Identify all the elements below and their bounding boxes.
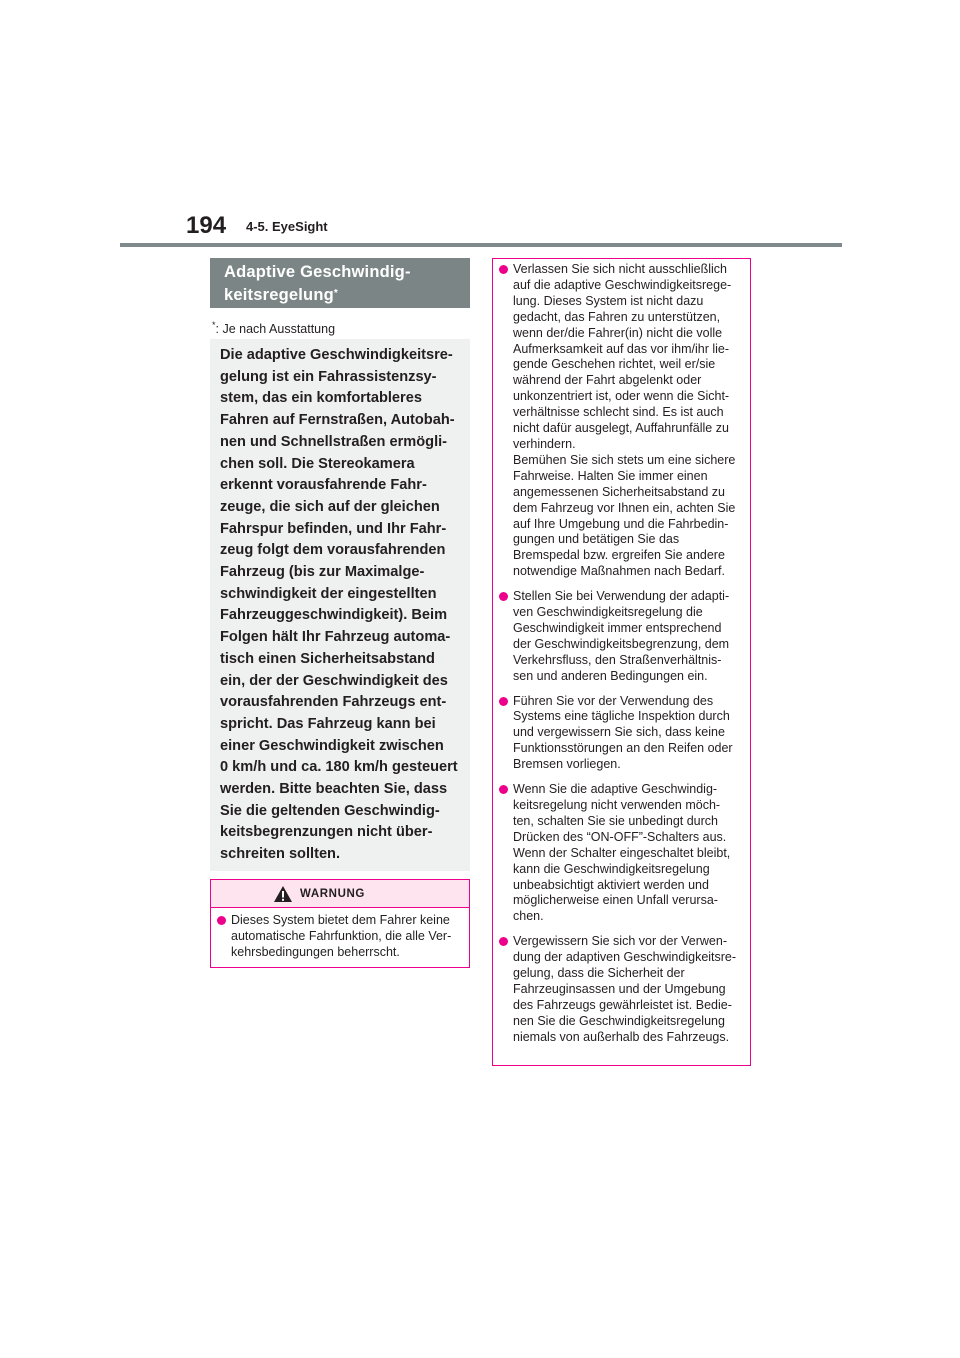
caution-bullet-line: Bremspedal bzw. ergreifen Sie andere bbox=[513, 548, 725, 563]
intro-text-line: stem, das ein komfortableres bbox=[220, 390, 422, 407]
caution-bullet-item bbox=[495, 694, 744, 774]
caution-bullet-line: gende Geschehen richtet, weil er/sie bbox=[513, 357, 716, 372]
header-rule bbox=[120, 243, 842, 247]
caution-bullet-line: kann die Geschwindigkeitsregelung bbox=[513, 861, 710, 876]
caution-bullet-line: nen Sie die Geschwindigkeitsregelung bbox=[513, 1013, 725, 1028]
caution-bullet-line: nicht dafür ausgelegt, Auffahrunfälle zu bbox=[513, 421, 729, 436]
footnote bbox=[212, 320, 335, 336]
heading-line-2: keitsregelung bbox=[224, 286, 334, 304]
intro-text-line: werden. Bitte beachten Sie, dass bbox=[220, 781, 448, 798]
intro-text-line: vorausfahrenden Fahrzeugs ent- bbox=[220, 694, 447, 711]
heading-asterisk: * bbox=[333, 288, 338, 299]
caution-bullet-line: Wenn der Schalter eingeschaltet bleibt, bbox=[513, 845, 731, 860]
caution-bullet-item bbox=[495, 782, 744, 925]
caution-bullet-line: Vergewissern Sie sich vor der Verwen- bbox=[513, 934, 727, 949]
intro-text-line: Fahrzeuggeschwindigkeit). Beim bbox=[220, 607, 448, 624]
caution-bullet-line: unkonzentriert ist, oder wenn die Sicht- bbox=[513, 389, 730, 404]
caution-bullet-line: möglicherweise einen Unfall verursa- bbox=[513, 893, 718, 908]
intro-text-line: keitsbegrenzungen nicht über- bbox=[220, 824, 433, 841]
intro-text-line: 0 km/h und ca. 180 km/h gesteuert bbox=[220, 759, 458, 776]
warning-bullet-line: automatische Fahrfunktion, die alle Ver- bbox=[231, 928, 452, 943]
warning-bullet-item bbox=[213, 913, 463, 961]
section-label: 4-5. EyeSight bbox=[246, 219, 328, 234]
warning-bullet-line: Dieses System bietet dem Fahrer keine bbox=[231, 913, 450, 927]
intro-text-line: einer Geschwindigkeit zwischen bbox=[220, 737, 444, 754]
intro-text-line: Fahrspur befinden, und Ihr Fahr- bbox=[220, 520, 447, 537]
intro-text-line: erkennt vorausfahrende Fahr- bbox=[220, 477, 427, 494]
intro-text-line: Fahren auf Fernstraßen, Autobah- bbox=[220, 412, 455, 429]
caution-bullet-line: dem Fahrzeug vor Ihnen ein, achten Sie bbox=[513, 500, 736, 515]
caution-bullet-line: wenn der/die Fahrer(in) nicht die volle bbox=[513, 325, 723, 340]
caution-bullet-line: auf die adaptive Geschwindigkeitsrege- bbox=[513, 277, 732, 292]
caution-bullet-line: des Fahrzeugs gewährleistet ist. Bedie- bbox=[513, 997, 732, 1012]
caution-bullet-line: ven Geschwindigkeitsregelung die bbox=[513, 605, 703, 620]
warning-box bbox=[210, 879, 470, 968]
page-number: 194 bbox=[186, 212, 227, 239]
intro-text-line: nen und Schnellstraßen ermögli- bbox=[220, 433, 448, 450]
intro-text-line: gelung ist ein Fahrassistenzsy- bbox=[220, 368, 437, 385]
caution-bullet-line: Bemühen Sie sich stets um eine sichere bbox=[513, 452, 736, 467]
caution-bullet-line: gedacht, das Fahren zu unterstützen, bbox=[513, 309, 721, 324]
caution-bullet-line: gelung, dass die Sicherheit der bbox=[513, 966, 685, 981]
caution-bullet-line: unbeabsichtigt aktiviert werden und bbox=[513, 877, 709, 892]
intro-text-line: Sie die geltenden Geschwindig- bbox=[220, 802, 440, 819]
intro-text bbox=[220, 345, 460, 866]
caution-bullet-line: Führen Sie vor der Verwendung des bbox=[513, 693, 714, 708]
caution-bullet-line: Aufmerksamkeit auf das vor ihm/ihr lie- bbox=[513, 341, 730, 356]
caution-bullet-line: Fahrzeuginsassen und der Umgebung bbox=[513, 981, 726, 996]
caution-bullet-line: Verlassen Sie sich nicht ausschließlich bbox=[513, 262, 727, 276]
caution-bullet-line: und vergewissern Sie sich, dass keine bbox=[513, 725, 725, 740]
caution-bullet-line: notwendige Maßnahmen nach Bedarf. bbox=[513, 564, 725, 579]
caution-bullet-line: chen. bbox=[513, 909, 544, 924]
caution-bullet-line: niemals von außerhalb des Fahrzeugs. bbox=[513, 1029, 730, 1044]
caution-bullet-item bbox=[495, 934, 744, 1045]
bullet-dot-icon bbox=[499, 785, 508, 794]
caution-bullet-line: Bremsen vorliegen. bbox=[513, 757, 621, 772]
intro-text-line: Folgen hält Ihr Fahrzeug automa- bbox=[220, 629, 451, 646]
intro-text-line: schwindigkeit der eingestellten bbox=[220, 585, 437, 602]
caution-bullet-line: Fahrweise. Halten Sie immer einen bbox=[513, 468, 708, 483]
caution-bullet-line: Funktionsstörungen an den Reifen oder bbox=[513, 741, 733, 756]
caution-list-box bbox=[492, 258, 751, 1066]
caution-bullet-line: Geschwindigkeit immer entsprechend bbox=[513, 620, 722, 635]
caution-bullet-line: Stellen Sie bei Verwendung der adapti- bbox=[513, 589, 730, 604]
warning-header bbox=[211, 880, 469, 908]
caution-bullet-line: auf Ihre Umgebung und die Fahrbedin- bbox=[513, 516, 729, 531]
heading-line-1: Adaptive Geschwindig- bbox=[224, 263, 411, 281]
caution-bullet-line: Verkehrsfluss, den Straßenverhältnis- bbox=[513, 652, 722, 667]
caution-bullet-line: verhindern. bbox=[513, 436, 576, 451]
footnote-text: : Je nach Ausstattung bbox=[215, 322, 336, 337]
section-heading bbox=[210, 258, 470, 308]
caution-bullet-line: lung. Dieses System ist nicht dazu bbox=[513, 293, 704, 308]
caution-bullet-line: sen und anderen Bedingungen ein. bbox=[513, 668, 708, 683]
intro-text-line: zeug folgt dem vorausfahrenden bbox=[220, 542, 446, 559]
bullet-dot-icon bbox=[499, 265, 508, 274]
caution-bullet-line: keitsregelung nicht verwenden möch- bbox=[513, 798, 721, 812]
footnote-marker: * bbox=[212, 320, 216, 330]
caution-bullet-line: Drücken des “ON-OFF”-Schalters aus. bbox=[513, 829, 727, 844]
warning-body bbox=[211, 908, 469, 961]
bullet-dot-icon bbox=[499, 592, 508, 601]
intro-text-line: chen soll. Die Stereokamera bbox=[220, 455, 415, 472]
caution-bullet-line: während der Fahrt abgelenkt oder bbox=[513, 373, 702, 388]
warning-bullet-line: kehrsbedingungen beherrscht. bbox=[231, 944, 400, 959]
caution-bullet-item bbox=[495, 262, 744, 580]
intro-text-line: zeuge, die sich auf der gleichen bbox=[220, 498, 440, 515]
intro-text-line: schreiten sollten. bbox=[220, 846, 341, 863]
intro-text-line: Die adaptive Geschwindigkeitsre- bbox=[220, 347, 453, 363]
bullet-dot-icon bbox=[217, 916, 226, 925]
caution-bullet-line: angemessenen Sicherheitsabstand zu bbox=[513, 484, 725, 499]
caution-bullet-line: der Geschwindigkeitsbegrenzung, dem bbox=[513, 636, 730, 651]
warning-triangle-icon bbox=[273, 885, 293, 903]
caution-bullet-line: dung der adaptiven Geschwindigkeitsre- bbox=[513, 950, 737, 965]
caution-bullet-line: gungen und betätigen Sie das bbox=[513, 532, 680, 547]
intro-text-line: Fahrzeug (bis zur Maximalge- bbox=[220, 564, 425, 581]
caution-bullet-line: verhältnisse schlecht sind. Es ist auch bbox=[513, 405, 724, 420]
intro-text-line: spricht. Das Fahrzeug kann bei bbox=[220, 715, 436, 732]
intro-box bbox=[210, 339, 470, 871]
caution-bullet-line: Wenn Sie die adaptive Geschwindig- bbox=[513, 782, 718, 797]
intro-text-line: tisch einen Sicherheitsabstand bbox=[220, 650, 435, 667]
caution-bullet-line: ten, schalten Sie sie unbedingt durch bbox=[513, 813, 718, 828]
warning-title: WARNUNG bbox=[300, 887, 365, 900]
intro-text-line: ein, der der Geschwindigkeit des bbox=[220, 672, 448, 689]
caution-bullet-item bbox=[495, 589, 744, 684]
bullet-dot-icon bbox=[499, 937, 508, 946]
caution-bullet-line: Systems eine tägliche Inspektion durch bbox=[513, 709, 730, 724]
bullet-dot-icon bbox=[499, 697, 508, 706]
